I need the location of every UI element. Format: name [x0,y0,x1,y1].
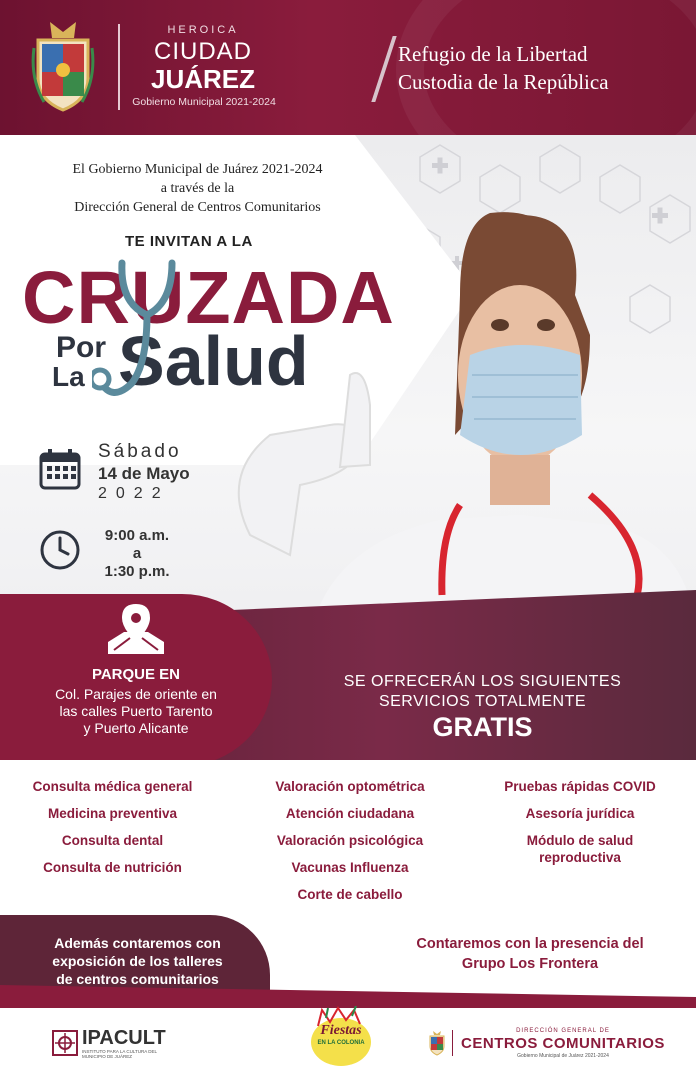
talleres-line3: de centros comunitarios [56,971,219,987]
address-line1: Col. Parajes de oriente en [55,686,217,702]
services-column-1 [20,778,205,886]
cc-main-label: CENTROS COMUNITARIOS [461,1035,665,1052]
service-item: Corte de cabello [297,887,403,902]
offer-line2: SERVICIOS TOTALMENTE [378,693,587,710]
talleres-text [10,934,265,988]
services-column-2 [255,778,445,913]
time-start: 9:00 a.m. [104,527,170,544]
doctor-illustration [190,175,696,635]
location-address [10,686,262,737]
calendar-icon [38,447,82,491]
time-end: 1:30 p.m. [104,563,170,580]
service-item: Consulta médica general [32,779,193,794]
service-item: Atención ciudadana [285,806,415,821]
intro-line1: El Gobierno Municipal de Juárez 2021-2024 [72,162,323,177]
frontera-line2: Grupo Los Frontera [461,956,599,972]
salud-word: Salud [118,322,309,400]
heroica-label: HEROICA [167,24,239,36]
event-time [92,527,182,581]
cc-sub-label: Gobierno Municipal de Juárez 2021-2024 [517,1053,609,1059]
juarez-label: JUÁREZ [150,64,255,94]
frontera-text [380,934,680,974]
ipacult-subtitle: INSTITUTO PARA LA CULTURA DEL MUNICIPIO DE JUÁREZ [82,1049,157,1059]
motto-line1: Refugio de la Libertad [398,42,588,66]
talleres-line2: exposición de los talleres [52,953,223,969]
city-crest-logo [30,18,96,114]
ipacult-name: IPACULT [82,1027,166,1049]
hero-section [0,135,696,635]
location-name: PARQUE EN [91,666,181,683]
colonia-label: EN LA COLONIA [317,1040,365,1046]
service-item: Módulo de salud reproductiva [526,833,634,865]
address-line2: las calles Puerto Tarento [59,703,213,719]
motto-line2: Custodia de la República [398,70,609,94]
motto [398,40,678,96]
por-word: Por [56,331,107,364]
invitation-label: TE INVITAN A LA [125,233,253,250]
address-line3: y Puerto Alicante [83,720,189,736]
cc-divider [452,1030,453,1056]
intro-line2: a través de la [160,181,235,196]
ciudad-label: CIUDAD [153,38,252,65]
frontera-line1: Contaremos con la presencia del [416,936,644,952]
service-item: Medicina preventiva [47,806,178,821]
intro-line3: Dirección General de Centros Comunitarios [74,200,321,215]
cruzada-title: CRUZADA [22,256,395,339]
event-day: Sábado [98,441,182,462]
clock-icon [38,528,82,572]
cc-top-label: DIRECCIÓN GENERAL DE [516,1028,610,1034]
fiestas-label: Fiestas [320,1023,362,1038]
services-column-3 [490,778,670,876]
talleres-line1: Además contaremos con [54,935,221,951]
service-item: Valoración psicológica [276,833,424,848]
service-item: Valoración optométrica [275,779,425,794]
offer-text [300,672,665,712]
city-crest-small-icon [428,1030,446,1056]
service-item: Asesoría jurídica [525,806,635,821]
service-item: Vacunas Influenza [291,860,409,875]
gratis-label: GRATIS [432,712,533,742]
event-year: 2022 [98,485,170,502]
gobierno-label: Gobierno Municipal 2021-2024 [132,96,276,108]
offer-line1: SE OFRECERÁN LOS SIGUIENTES [343,673,622,690]
time-separator: a [132,545,142,562]
ipacult-logo-icon [52,1030,78,1056]
service-item: Consulta de nutrición [43,860,182,875]
event-date: 14 de Mayo [98,464,190,483]
services-list [0,760,696,940]
service-item: Consulta dental [61,833,164,848]
map-pin-icon [104,602,168,658]
la-word: La [52,361,85,392]
service-item: Pruebas rápidas COVID [504,779,656,794]
header-divider [118,24,120,110]
